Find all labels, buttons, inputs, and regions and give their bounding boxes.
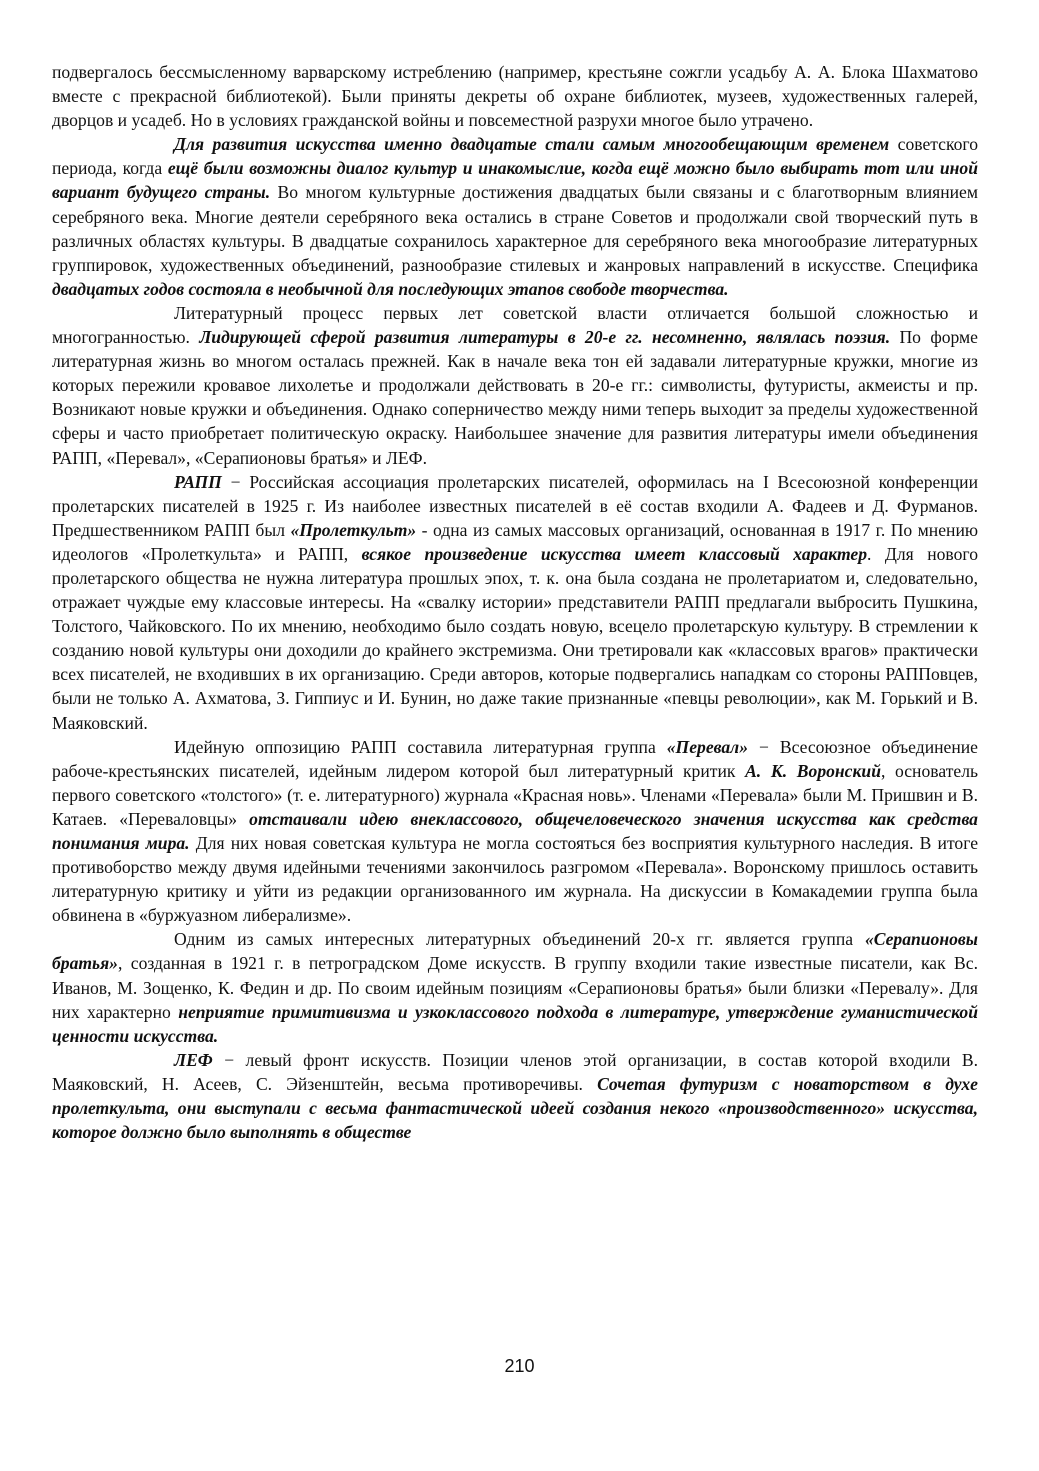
emphasis-text: ЛЕФ: [174, 1049, 213, 1070]
paragraph: [52, 132, 978, 301]
document-body: [52, 60, 978, 1144]
body-text: − Российская ассоциация пролетарских писателей, оформилась на I Всесоюзной конференции пролетарских писателей в 1925 г. Из наиболее известных писателей в её состав входили А. Фадеев и Д. Фурманов. Предшественником РАПП был: [52, 471, 978, 540]
body-text: − левый фронт искусств. Позиции членов этой организации, в состав которой входили В. Маяковский, Н. Асеев, С. Эйзенштейн, весьма противоречивы.: [52, 1049, 978, 1094]
paragraph: [52, 301, 978, 470]
paragraph: [52, 470, 978, 735]
emphasis-text: Лидирующей сферой развития литературы в 20-е гг. несомненно, являлась поэзия.: [199, 327, 891, 348]
body-text: Во многом культурные достижения двадцатых были связаны и с благотворным влиянием серебряного века. Многие деятели серебряного века остались в стране Советов и продолжали свой творческий путь в различных областях культуры. В двадцатые сохранилось характерное для серебряного века многообразие литературных группировок, художественных объединений, разнообразие стилевых и жанровых направлений в искусстве. Специфика: [52, 182, 978, 275]
emphasis-text: отстаивали идею внеклассового, общечеловеческого значения искусства как средства понимания мира.: [52, 808, 978, 853]
emphasis-text: ещё были возможны диалог культур и инакомыслие, когда ещё можно было выбирать тот или иной вариант будущего страны.: [52, 158, 979, 203]
emphasis-text: А. К. Воронский: [745, 760, 881, 781]
emphasis-text: Сочетая футуризм с новаторством в духе пролеткульта, они выступали с весьма фантастической идеей создания некого «производственного» искусства, которое должно было выполнять в обществе: [52, 1073, 978, 1143]
emphasis-text: «Серапионовы братья»: [52, 929, 978, 974]
paragraph: [52, 60, 978, 132]
body-text: Для них новая советская культура не могла состояться без восприятия культурного наследия. В итоге противоборство между двумя идейными течениями закончилось разгромом «Перевала». Воронскому пришлось оставить литературную критику и уйти из редакции организованного им журнала. На дискуссии в Комакадемии группа была обвинена в «буржуазном либерализме».: [52, 833, 979, 926]
body-text: По форме литературная жизнь во многом осталась прежней. Как в начале века тон ей задавали литературные кружки, многие из которых пережили кровавое лихолетье и продолжали действовать в 20-е гг.: символисты, футуристы, акмеисты и пр. Возникают новые кружки и объединения. Однако соперничество между ними теперь выходит за пределы художественной сферы и часто приобретает политическую окраску. Наибольшее значение для развития литературы имели объединения РАПП, «Перевал», «Серапионовы братья» и ЛЕФ.: [52, 327, 978, 468]
emphasis-text: «Перевал»: [666, 736, 749, 757]
body-text: , созданная в 1921 г. в петроградском Доме искусств. В группу входили такие известные писатели, как Вс. Иванов, М. Зощенко, К. Федин и др. По своим идейным позициям «Серапионовы братья» были близки «Перевалу». Для них характерно: [52, 953, 978, 1022]
paragraph: [52, 927, 978, 1047]
emphasis-text: Для развития искусства именно двадцатые стали самым многообещающим временем: [174, 134, 890, 155]
paragraph: [52, 735, 978, 928]
body-text: советского периода, когда: [52, 134, 978, 179]
body-text: Одним из самых интересных литературных объединений 20-х гг. является группа: [174, 929, 865, 950]
page-number: 210: [504, 1356, 535, 1376]
emphasis-text: всякое произведение искусства имеет классовый характер: [361, 543, 867, 564]
body-text: , основатель первого советского «толстого» (т. е. литературного) журнала «Красная новь». Членами «Перевала» были М. Пришвин и В. Катаев. «Переваловцы»: [52, 760, 978, 829]
body-text: − Всесоюзное объединение рабоче-крестьянских писателей, идейным лидером которой был литературный критик: [52, 736, 978, 781]
body-text: Идейную оппозицию РАПП составила литературная группа: [174, 736, 667, 757]
body-text: подвергалось бессмысленному варварскому истреблению (например, крестьяне сожгли усадьбу А. А. Блока Шахматово вместе с прекрасной библиотекой). Были приняты декреты об охране библиотек, музеев, художественных галерей, дворцов и усадеб. Но в условиях гражданской войны и повсеместной разрухи многое было утрачено.: [52, 62, 978, 131]
emphasis-text: двадцатых годов состояла в необычной для последующих этапов свободе творчества.: [52, 278, 729, 299]
body-text: - одна из самых массовых организаций, основанная в 1917 г. По мнению идеологов «Пролеткульта» и РАПП,: [52, 519, 979, 564]
emphasis-text: «Пролеткульт»: [290, 519, 417, 540]
paragraph: [52, 1048, 978, 1144]
emphasis-text: неприятие примитивизма и узкоклассового подхода в литературе, утверждение гуманистической ценности искусства.: [52, 1001, 978, 1046]
emphasis-text: РАПП: [174, 471, 222, 492]
body-text: Литературный процесс первых лет советской власти отличается большой сложностью и многогранностью.: [52, 302, 978, 348]
body-text: . Для нового пролетарского общества не нужна литература прошлых эпох, т. к. она была создана не пролетариатом и, следовательно, отражает чуждые ему классовые интересы. На «свалку истории» представители РАПП предлагали выбросить Пушкина, Толстого, Чайковского. По их мнению, необходимо было создать новую, всецело пролетарскую культуру. В стремлении к созданию новой культуры они доходили до крайнего экстремизма. Они третировали как «классовых врагов» практически всех писателей, не входивших в их организацию. Среди авторов, которые подвергались нападкам со стороны РАППовцев, были не только А. Ахматова, З. Гиппиус и И. Бунин, но даже такие признанные «певцы революции», как М. Горький и В. Маяковский.: [52, 543, 978, 733]
